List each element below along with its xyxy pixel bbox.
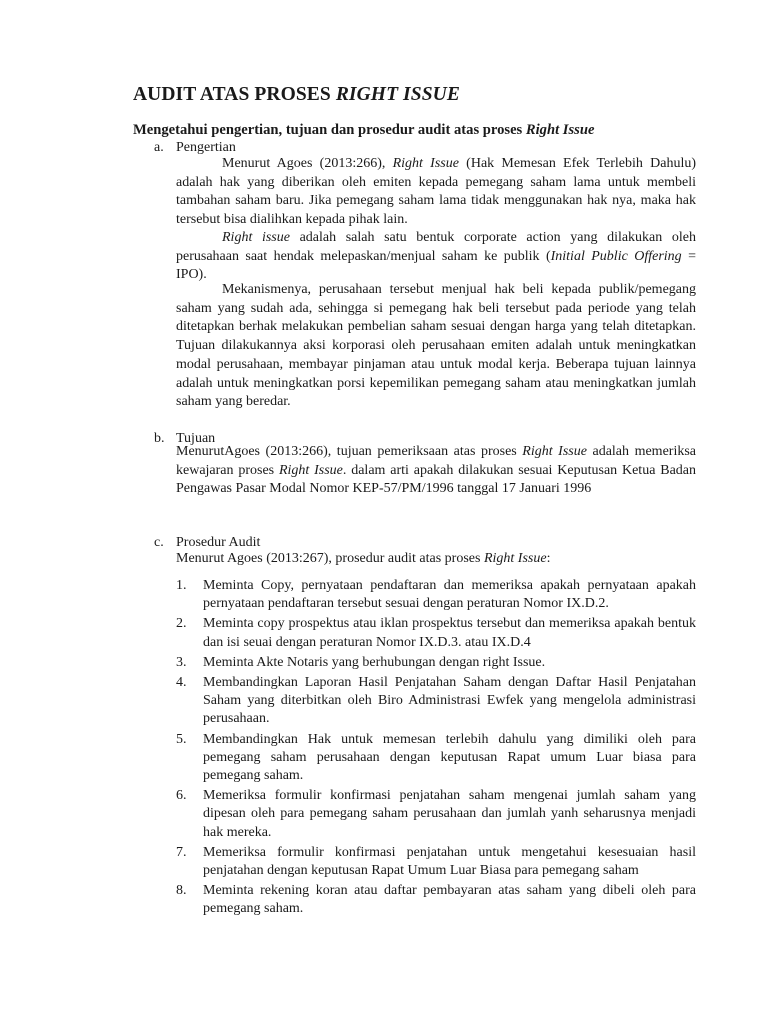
list-item: [176, 787, 696, 842]
list-item-text: Memeriksa formulir konfirmasi penjatahan untuk mengetahui kesesuaian hasil penjatahan dengan keputusan Rapat Umum Luar Biasa para pemegang saham: [203, 844, 696, 879]
section-a-paragraph-2: Right issue adalah salah satu bentuk corporate action yang dilakukan oleh perusahaan saat hendak melepaskan/menjual saham ke publik (Initial Public Offering = IPO).: [176, 230, 696, 283]
subtitle-text: Mengetahui pengertian, tujuan dan prosedur audit atas proses: [133, 122, 526, 138]
list-item-text: Membandingkan Laporan Hasil Penjatahan Saham dengan Daftar Hasil Penjatahan Saham yang diterbitkan oleh Biro Administrasi Ewfek yang mengelola administrasi perusahaan.: [203, 675, 696, 727]
list-item: [176, 654, 696, 672]
list-item-number: 7.: [176, 844, 187, 860]
page-title-italic: RIGHT ISSUE: [335, 84, 460, 105]
list-item: [176, 577, 696, 613]
list-item-text: Meminta rekening koran atau daftar pembayaran atas saham yang dibeli oleh para pemegang saham.: [203, 883, 696, 917]
section-a-paragraph-3: Mekanismenya, perusahaan tersebut menjual hak beli kepada publik/pemegang saham yang sudah ada, sehingga si pemegang hak beli tersebut pada periode yang telah ditetapkan berhak melakukan pembelian saham sesuai dengan harga yang telah ditetapkan. Tujuan dilakukannya aksi korporasi oleh perusahaan emiten adalah untuk meningkatkan modal perusahaan, membayar pinjaman atau untuk modal kerja. Beberapa tujuan lainnya adalah untuk meningkatkan porsi kepemilikan pemegang saham atau meningkatkan jumlah saham yang beredar.: [176, 282, 696, 410]
list-item: [176, 731, 696, 786]
section-c-intro: Menurut Agoes (2013:267), prosedur audit atas proses Right Issue:: [176, 551, 551, 566]
page-title-text: AUDIT ATAS PROSES: [133, 84, 336, 105]
section-a-paragraph-1: Menurut Agoes (2013:266), Right Issue (Hak Memesan Efek Terlebih Dahulu) adalah hak yang diberikan oleh emiten kepada pemegang saham lama untuk membeli tambahan saham baru. Jika pemegang saham lama tidak menggunakan hak nya, maka hak tersebut bisa dialihkan kepada pihak lain.: [176, 156, 696, 228]
list-item-number: 8.: [176, 883, 187, 899]
page-title: [133, 84, 460, 106]
section-subtitle: [133, 122, 594, 139]
list-item-text: Meminta copy prospektus atau iklan prospektus tersebut dan memeriksa apakah bentuk dan isi seuai dengan peraturan Nomor IX.D.3. atau IX.D.4: [203, 616, 696, 650]
section-c-marker: c.: [154, 535, 164, 550]
section-a-heading: Pengertian: [176, 140, 236, 155]
section-b-paragraph: MenurutAgoes (2013:266), tujuan pemeriksaan atas proses Right Issue adalah memeriksa kewajaran proses Right Issue. dalam arti apakah dilakukan sesuai Keputusan Ketua Badan Pengawas Pasar Modal Nomor KEP-57/PM/1996 tanggal 17 Januari 1996: [176, 444, 696, 496]
subtitle-italic: Right Issue: [525, 122, 595, 138]
section-b-heading: Tujuan: [176, 431, 216, 446]
list-item-number: 6.: [176, 788, 187, 804]
list-item-number: 3.: [176, 654, 187, 670]
list-item: [176, 674, 696, 729]
audit-procedure-list: [176, 577, 696, 921]
list-item-text: Membandingkan Hak untuk memesan terlebih dahulu yang dimiliki oleh para pemegang saham perusahaan dengan keputusan Rapat umum Luar biasa para pemegang saham.: [203, 731, 696, 784]
section-c-heading: Prosedur Audit: [176, 535, 261, 550]
list-item-number: 5.: [176, 731, 187, 747]
list-item: [176, 844, 696, 880]
list-item-number: 2.: [176, 616, 187, 632]
list-item-text: Meminta Akte Notaris yang berhubungan dengan right Issue.: [203, 654, 546, 670]
list-item-text: Memeriksa formulir konfirmasi penjatahan saham mengenai jumlah saham yang dipesan oleh para pemegang saham perusahaan dan jumlah yanh seharusnya menjadi hak mereka.: [203, 788, 696, 840]
list-item: [176, 615, 696, 651]
list-item-text: Meminta Copy, pernyataan pendaftaran dan memeriksa apakah pernyataan apakah pernyataan pendaftaran tersebut sesuai dengan peraturan Nomor IX.D.2.: [203, 578, 696, 612]
section-a-marker: a.: [154, 140, 164, 155]
list-item: [176, 882, 696, 918]
section-b-marker: b.: [154, 431, 165, 446]
list-item-number: 1.: [176, 578, 187, 593]
list-item-number: 4.: [176, 675, 187, 691]
